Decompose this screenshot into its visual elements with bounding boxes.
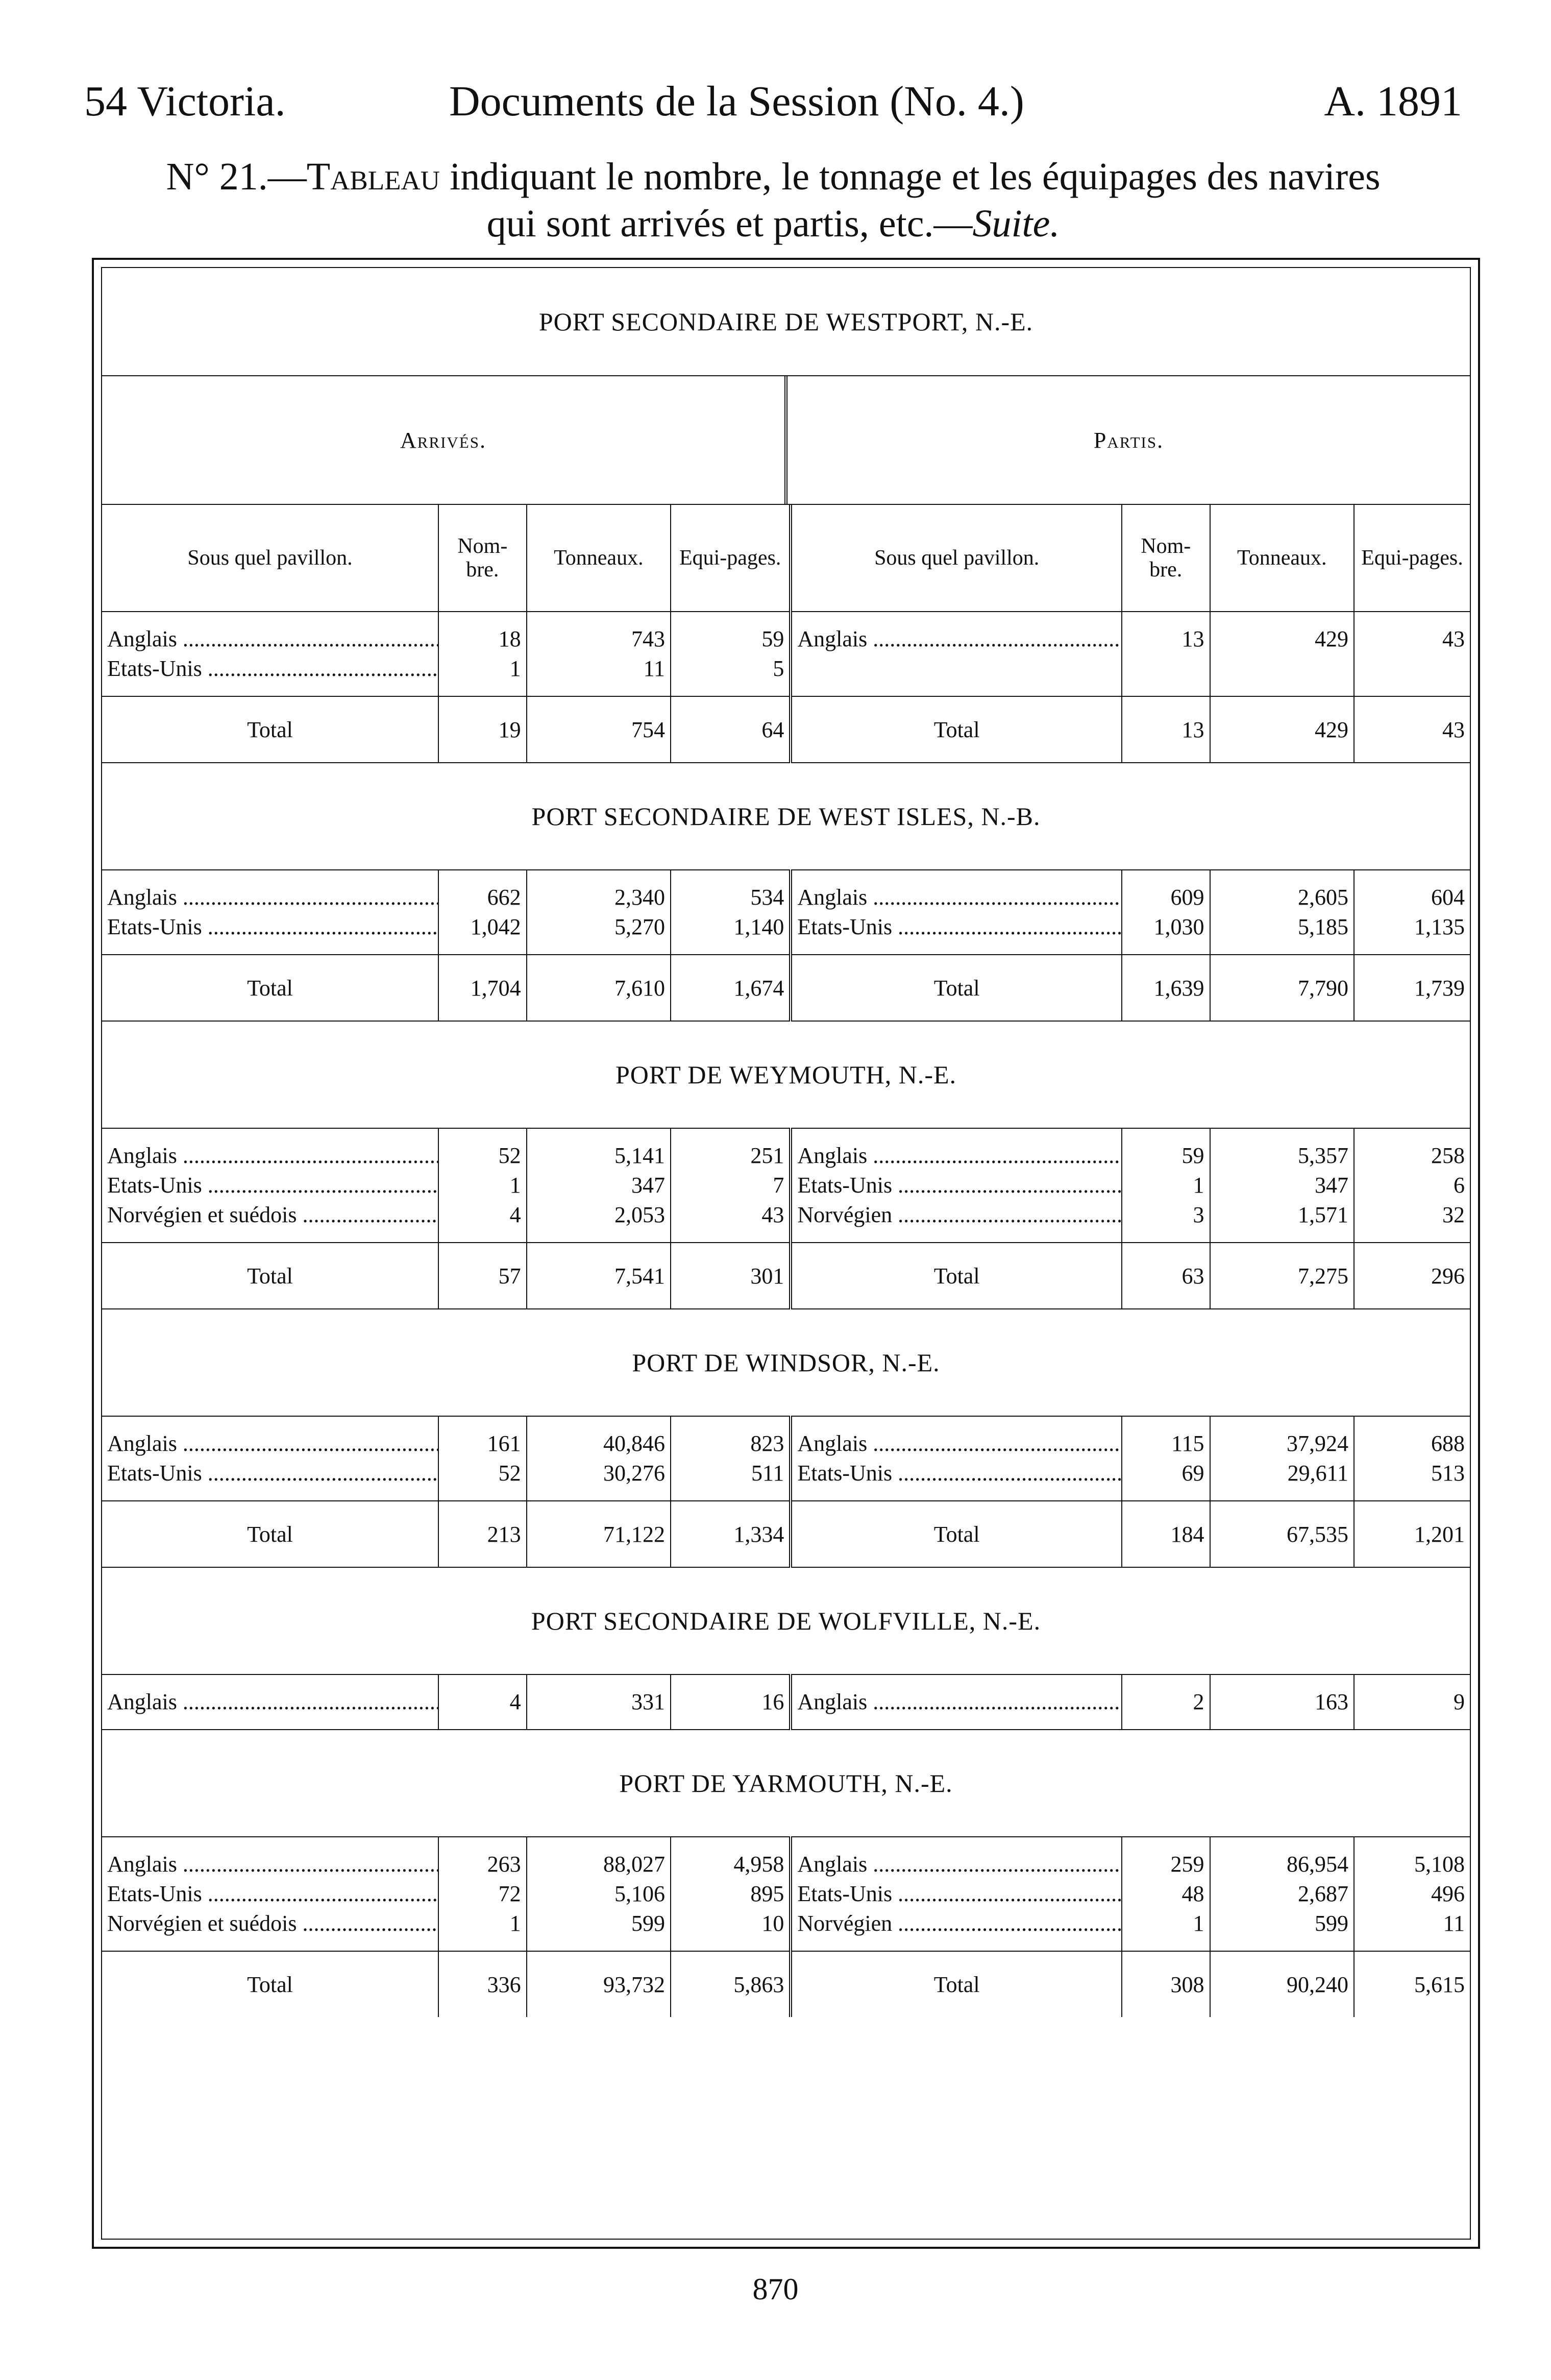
dep-total-label: Total: [791, 1501, 1122, 1567]
arr-nombre-cell: 662: [438, 870, 527, 912]
table-body: [102, 612, 1470, 2017]
dep-flag-cell: Anglais .....: [791, 1837, 1122, 1879]
arr-total-equipages: 301: [671, 1243, 791, 1309]
dep-tonneaux-cell: 86,954: [1210, 1837, 1354, 1879]
port-title: PORT DE WEYMOUTH, N.-E.: [102, 1021, 1470, 1128]
dep-tonneaux-cell: 1,571: [1210, 1200, 1354, 1243]
dep-flag-cell: Anglais .....: [791, 612, 1122, 654]
dep-flag-cell: [791, 654, 1122, 696]
dep-nombre-cell: 13: [1122, 612, 1210, 654]
arr-flag-cell: Etats-Unis .....: [102, 912, 438, 955]
dep-nombre-cell: 1: [1122, 1171, 1210, 1200]
dep-tonneaux-cell: [1210, 654, 1354, 696]
arr-total-nombre: 19: [438, 696, 527, 763]
dep-total-equipages: 1,201: [1354, 1501, 1470, 1567]
arr-tonneaux-cell: 5,270: [527, 912, 671, 955]
col-pavillon: Sous quel pavillon.: [791, 505, 1122, 612]
dep-nombre-cell: 48: [1122, 1879, 1210, 1909]
arr-total-nombre: 1,704: [438, 955, 527, 1021]
table-row: [102, 1837, 1470, 1879]
arr-total-equipages: 5,863: [671, 1951, 791, 2017]
dep-flag-cell: Anglais .....: [791, 870, 1122, 912]
dep-total-equipages: 5,615: [1354, 1951, 1470, 2017]
table-row: [102, 1416, 1470, 1459]
partis-heading: Partis.: [1093, 427, 1164, 453]
dep-total-equipages: 1,739: [1354, 955, 1470, 1021]
total-row: [102, 1243, 1470, 1309]
arr-flag-cell: Anglais .....: [102, 870, 438, 912]
arr-flag-cell: Anglais .....: [102, 1837, 438, 1879]
port-title: PORT SECONDAIRE DE WOLFVILLE, N.-E.: [102, 1567, 1470, 1674]
dep-tonneaux-cell: 2,687: [1210, 1879, 1354, 1909]
arr-tonneaux-cell: 5,106: [527, 1879, 671, 1909]
group-header: [102, 376, 1470, 505]
arr-tonneaux-cell: 331: [527, 1674, 671, 1730]
column-header-row: [102, 505, 1470, 612]
arrives-heading: Arrivés.: [102, 376, 787, 504]
arr-flag-cell: Norvégien et suédois .....: [102, 1200, 438, 1243]
dep-flag-cell: Etats-Unis .....: [791, 1879, 1122, 1909]
total-row: [102, 1501, 1470, 1567]
dep-nombre-cell: 609: [1122, 870, 1210, 912]
port-title-row: [102, 1309, 1470, 1416]
arr-equipages-cell: 5: [671, 654, 791, 696]
page-number: 870: [752, 2272, 799, 2306]
arr-equipages-cell: 7: [671, 1171, 791, 1200]
shipping-table: [102, 505, 1470, 2017]
title-line2: qui sont arrivés et partis, etc.—: [486, 202, 973, 245]
table-row: [102, 1200, 1470, 1243]
arr-nombre-cell: 263: [438, 1837, 527, 1879]
arr-nombre-cell: 4: [438, 1200, 527, 1243]
arr-equipages-cell: 511: [671, 1459, 791, 1501]
dep-total-tonneaux: 90,240: [1210, 1951, 1354, 2017]
dep-flag-cell: Anglais .....: [791, 1416, 1122, 1459]
arr-tonneaux-cell: 2,340: [527, 870, 671, 912]
arr-total-tonneaux: 7,541: [527, 1243, 671, 1309]
dep-tonneaux-cell: 29,611: [1210, 1459, 1354, 1501]
dep-equipages-cell: 496: [1354, 1879, 1470, 1909]
total-row: [102, 955, 1470, 1021]
col-tonneaux: Tonneaux.: [527, 505, 671, 612]
dep-nombre-cell: 115: [1122, 1416, 1210, 1459]
table-row: [102, 1879, 1470, 1909]
arr-nombre-cell: 18: [438, 612, 527, 654]
arr-flag-cell: Anglais .....: [102, 612, 438, 654]
dep-flag-cell: Etats-Unis .....: [791, 1171, 1122, 1200]
arr-total-nombre: 57: [438, 1243, 527, 1309]
dep-total-label: Total: [791, 955, 1122, 1021]
dep-total-label: Total: [791, 1951, 1122, 2017]
col-tonneaux: Tonneaux.: [1210, 505, 1354, 612]
arr-total-tonneaux: 93,732: [527, 1951, 671, 2017]
dep-equipages-cell: 604: [1354, 870, 1470, 912]
dep-total-equipages: 43: [1354, 696, 1470, 763]
arr-total-equipages: 64: [671, 696, 791, 763]
port-title: PORT SECONDAIRE DE WEST ISLES, N.-B.: [102, 763, 1470, 870]
dep-total-tonneaux: 67,535: [1210, 1501, 1354, 1567]
dep-flag-cell: Norvégien .....: [791, 1200, 1122, 1243]
dep-equipages-cell: 32: [1354, 1200, 1470, 1243]
dep-total-nombre: 13: [1122, 696, 1210, 763]
arr-tonneaux-cell: 88,027: [527, 1837, 671, 1879]
dep-equipages-cell: 11: [1354, 1909, 1470, 1951]
arr-total-label: Total: [102, 955, 438, 1021]
dep-flag-cell: Norvégien .....: [791, 1909, 1122, 1951]
dep-total-tonneaux: 429: [1210, 696, 1354, 763]
arr-tonneaux-cell: 743: [527, 612, 671, 654]
dep-equipages-cell: 258: [1354, 1128, 1470, 1171]
dep-tonneaux-cell: 37,924: [1210, 1416, 1354, 1459]
dep-tonneaux-cell: 2,605: [1210, 870, 1354, 912]
dep-tonneaux-cell: 429: [1210, 612, 1354, 654]
running-header: [84, 77, 1462, 133]
dep-equipages-cell: 1,135: [1354, 912, 1470, 955]
arr-equipages-cell: 43: [671, 1200, 791, 1243]
arr-tonneaux-cell: 599: [527, 1909, 671, 1951]
dep-equipages-cell: 6: [1354, 1171, 1470, 1200]
dep-nombre-cell: 259: [1122, 1837, 1210, 1879]
table-row: [102, 654, 1470, 696]
total-row: [102, 1951, 1470, 2017]
title-line1: indiquant le nombre, le tonnage et les équipages des navires: [440, 155, 1381, 198]
dep-equipages-cell: 9: [1354, 1674, 1470, 1730]
arr-equipages-cell: 534: [671, 870, 791, 912]
table-row: [102, 1128, 1470, 1171]
dep-tonneaux-cell: 599: [1210, 1909, 1354, 1951]
dep-equipages-cell: 43: [1354, 612, 1470, 654]
dep-tonneaux-cell: 5,185: [1210, 912, 1354, 955]
dep-equipages-cell: [1354, 654, 1470, 696]
dep-nombre-cell: 69: [1122, 1459, 1210, 1501]
arr-flag-cell: Norvégien et suédois .....: [102, 1909, 438, 1951]
dep-flag-cell: Anglais .....: [791, 1674, 1122, 1730]
arr-total-label: Total: [102, 1501, 438, 1567]
col-equipages: Equi-pages.: [1354, 505, 1470, 612]
dep-total-equipages: 296: [1354, 1243, 1470, 1309]
arr-total-label: Total: [102, 1243, 438, 1309]
table-row: [102, 1674, 1470, 1730]
header-right: A. 1891: [1324, 78, 1462, 125]
arr-equipages-cell: 251: [671, 1128, 791, 1171]
dep-nombre-cell: [1122, 654, 1210, 696]
arr-total-label: Total: [102, 696, 438, 763]
arr-equipages-cell: 59: [671, 612, 791, 654]
dep-tonneaux-cell: 163: [1210, 1674, 1354, 1730]
table-row: [102, 1171, 1470, 1200]
col-equipages: Equi-pages.: [671, 505, 791, 612]
arr-total-tonneaux: 7,610: [527, 955, 671, 1021]
arr-equipages-cell: 895: [671, 1879, 791, 1909]
arr-total-tonneaux: 71,122: [527, 1501, 671, 1567]
dep-total-nombre: 308: [1122, 1951, 1210, 2017]
dep-total-nombre: 1,639: [1122, 955, 1210, 1021]
table-row: [102, 870, 1470, 912]
dep-nombre-cell: 1,030: [1122, 912, 1210, 955]
table-row: [102, 912, 1470, 955]
dep-total-tonneaux: 7,275: [1210, 1243, 1354, 1309]
arr-nombre-cell: 52: [438, 1128, 527, 1171]
arr-equipages-cell: 823: [671, 1416, 791, 1459]
arr-equipages-cell: 10: [671, 1909, 791, 1951]
port-title-row: [102, 1567, 1470, 1674]
arr-tonneaux-cell: 30,276: [527, 1459, 671, 1501]
arr-nombre-cell: 1: [438, 1171, 527, 1200]
arr-total-equipages: 1,334: [671, 1501, 791, 1567]
arr-tonneaux-cell: 11: [527, 654, 671, 696]
table-frame: [92, 258, 1480, 2249]
header-left: 54 Victoria.: [84, 78, 286, 125]
dep-tonneaux-cell: 347: [1210, 1171, 1354, 1200]
arr-total-tonneaux: 754: [527, 696, 671, 763]
arr-nombre-cell: 52: [438, 1459, 527, 1501]
port-title-row: [102, 1730, 1470, 1837]
arr-flag-cell: Etats-Unis .....: [102, 1879, 438, 1909]
dep-nombre-cell: 59: [1122, 1128, 1210, 1171]
title-number: N° 21.—: [166, 155, 307, 198]
dep-tonneaux-cell: 5,357: [1210, 1128, 1354, 1171]
dep-equipages-cell: 688: [1354, 1416, 1470, 1459]
arr-equipages-cell: 16: [671, 1674, 791, 1730]
port-title: PORT DE YARMOUTH, N.-E.: [102, 1730, 1470, 1837]
arr-tonneaux-cell: 2,053: [527, 1200, 671, 1243]
dep-total-tonneaux: 7,790: [1210, 955, 1354, 1021]
arr-flag-cell: Anglais .....: [102, 1128, 438, 1171]
arr-flag-cell: Etats-Unis .....: [102, 1459, 438, 1501]
arr-nombre-cell: 4: [438, 1674, 527, 1730]
col-nombre: Nom-bre.: [1122, 505, 1210, 612]
arr-tonneaux-cell: 5,141: [527, 1128, 671, 1171]
arr-flag-cell: Anglais .....: [102, 1416, 438, 1459]
port-title-row: [102, 1021, 1470, 1128]
col-nombre: Nom-bre.: [438, 505, 527, 612]
table-row: [102, 612, 1470, 654]
table-row: [102, 1459, 1470, 1501]
dep-nombre-cell: 2: [1122, 1674, 1210, 1730]
dep-flag-cell: Etats-Unis .....: [791, 912, 1122, 955]
arr-flag-cell: Etats-Unis .....: [102, 654, 438, 696]
arr-total-nombre: 213: [438, 1501, 527, 1567]
title-label: Tableau: [306, 155, 440, 198]
arr-total-equipages: 1,674: [671, 955, 791, 1021]
dep-nombre-cell: 3: [1122, 1200, 1210, 1243]
arr-flag-cell: Etats-Unis .....: [102, 1171, 438, 1200]
dep-total-nombre: 184: [1122, 1501, 1210, 1567]
dep-equipages-cell: 513: [1354, 1459, 1470, 1501]
dep-total-label: Total: [791, 1243, 1122, 1309]
table-title: [84, 153, 1462, 247]
dep-nombre-cell: 1: [1122, 1909, 1210, 1951]
port-title: PORT DE WINDSOR, N.-E.: [102, 1309, 1470, 1416]
arr-flag-cell: Anglais .....: [102, 1674, 438, 1730]
arr-total-label: Total: [102, 1951, 438, 2017]
port-title-row: [102, 763, 1470, 870]
arr-nombre-cell: 1,042: [438, 912, 527, 955]
arr-total-nombre: 336: [438, 1951, 527, 2017]
port-title-first: PORT SECONDAIRE DE WESTPORT, N.-E.: [102, 268, 1470, 376]
dep-flag-cell: Anglais .....: [791, 1128, 1122, 1171]
col-pavillon: Sous quel pavillon.: [102, 505, 438, 612]
dep-total-nombre: 63: [1122, 1243, 1210, 1309]
arr-nombre-cell: 1: [438, 1909, 527, 1951]
total-row: [102, 696, 1470, 763]
dep-flag-cell: Etats-Unis .....: [791, 1459, 1122, 1501]
dep-equipages-cell: 5,108: [1354, 1837, 1470, 1879]
arr-equipages-cell: 4,958: [671, 1837, 791, 1879]
arr-tonneaux-cell: 40,846: [527, 1416, 671, 1459]
title-suite: Suite.: [972, 202, 1060, 245]
dep-total-label: Total: [791, 696, 1122, 763]
table-row: [102, 1909, 1470, 1951]
arr-nombre-cell: 1: [438, 654, 527, 696]
header-center: Documents de la Session (No. 4.): [449, 78, 1024, 125]
arr-nombre-cell: 72: [438, 1879, 527, 1909]
arr-tonneaux-cell: 347: [527, 1171, 671, 1200]
arr-equipages-cell: 1,140: [671, 912, 791, 955]
arr-nombre-cell: 161: [438, 1416, 527, 1459]
